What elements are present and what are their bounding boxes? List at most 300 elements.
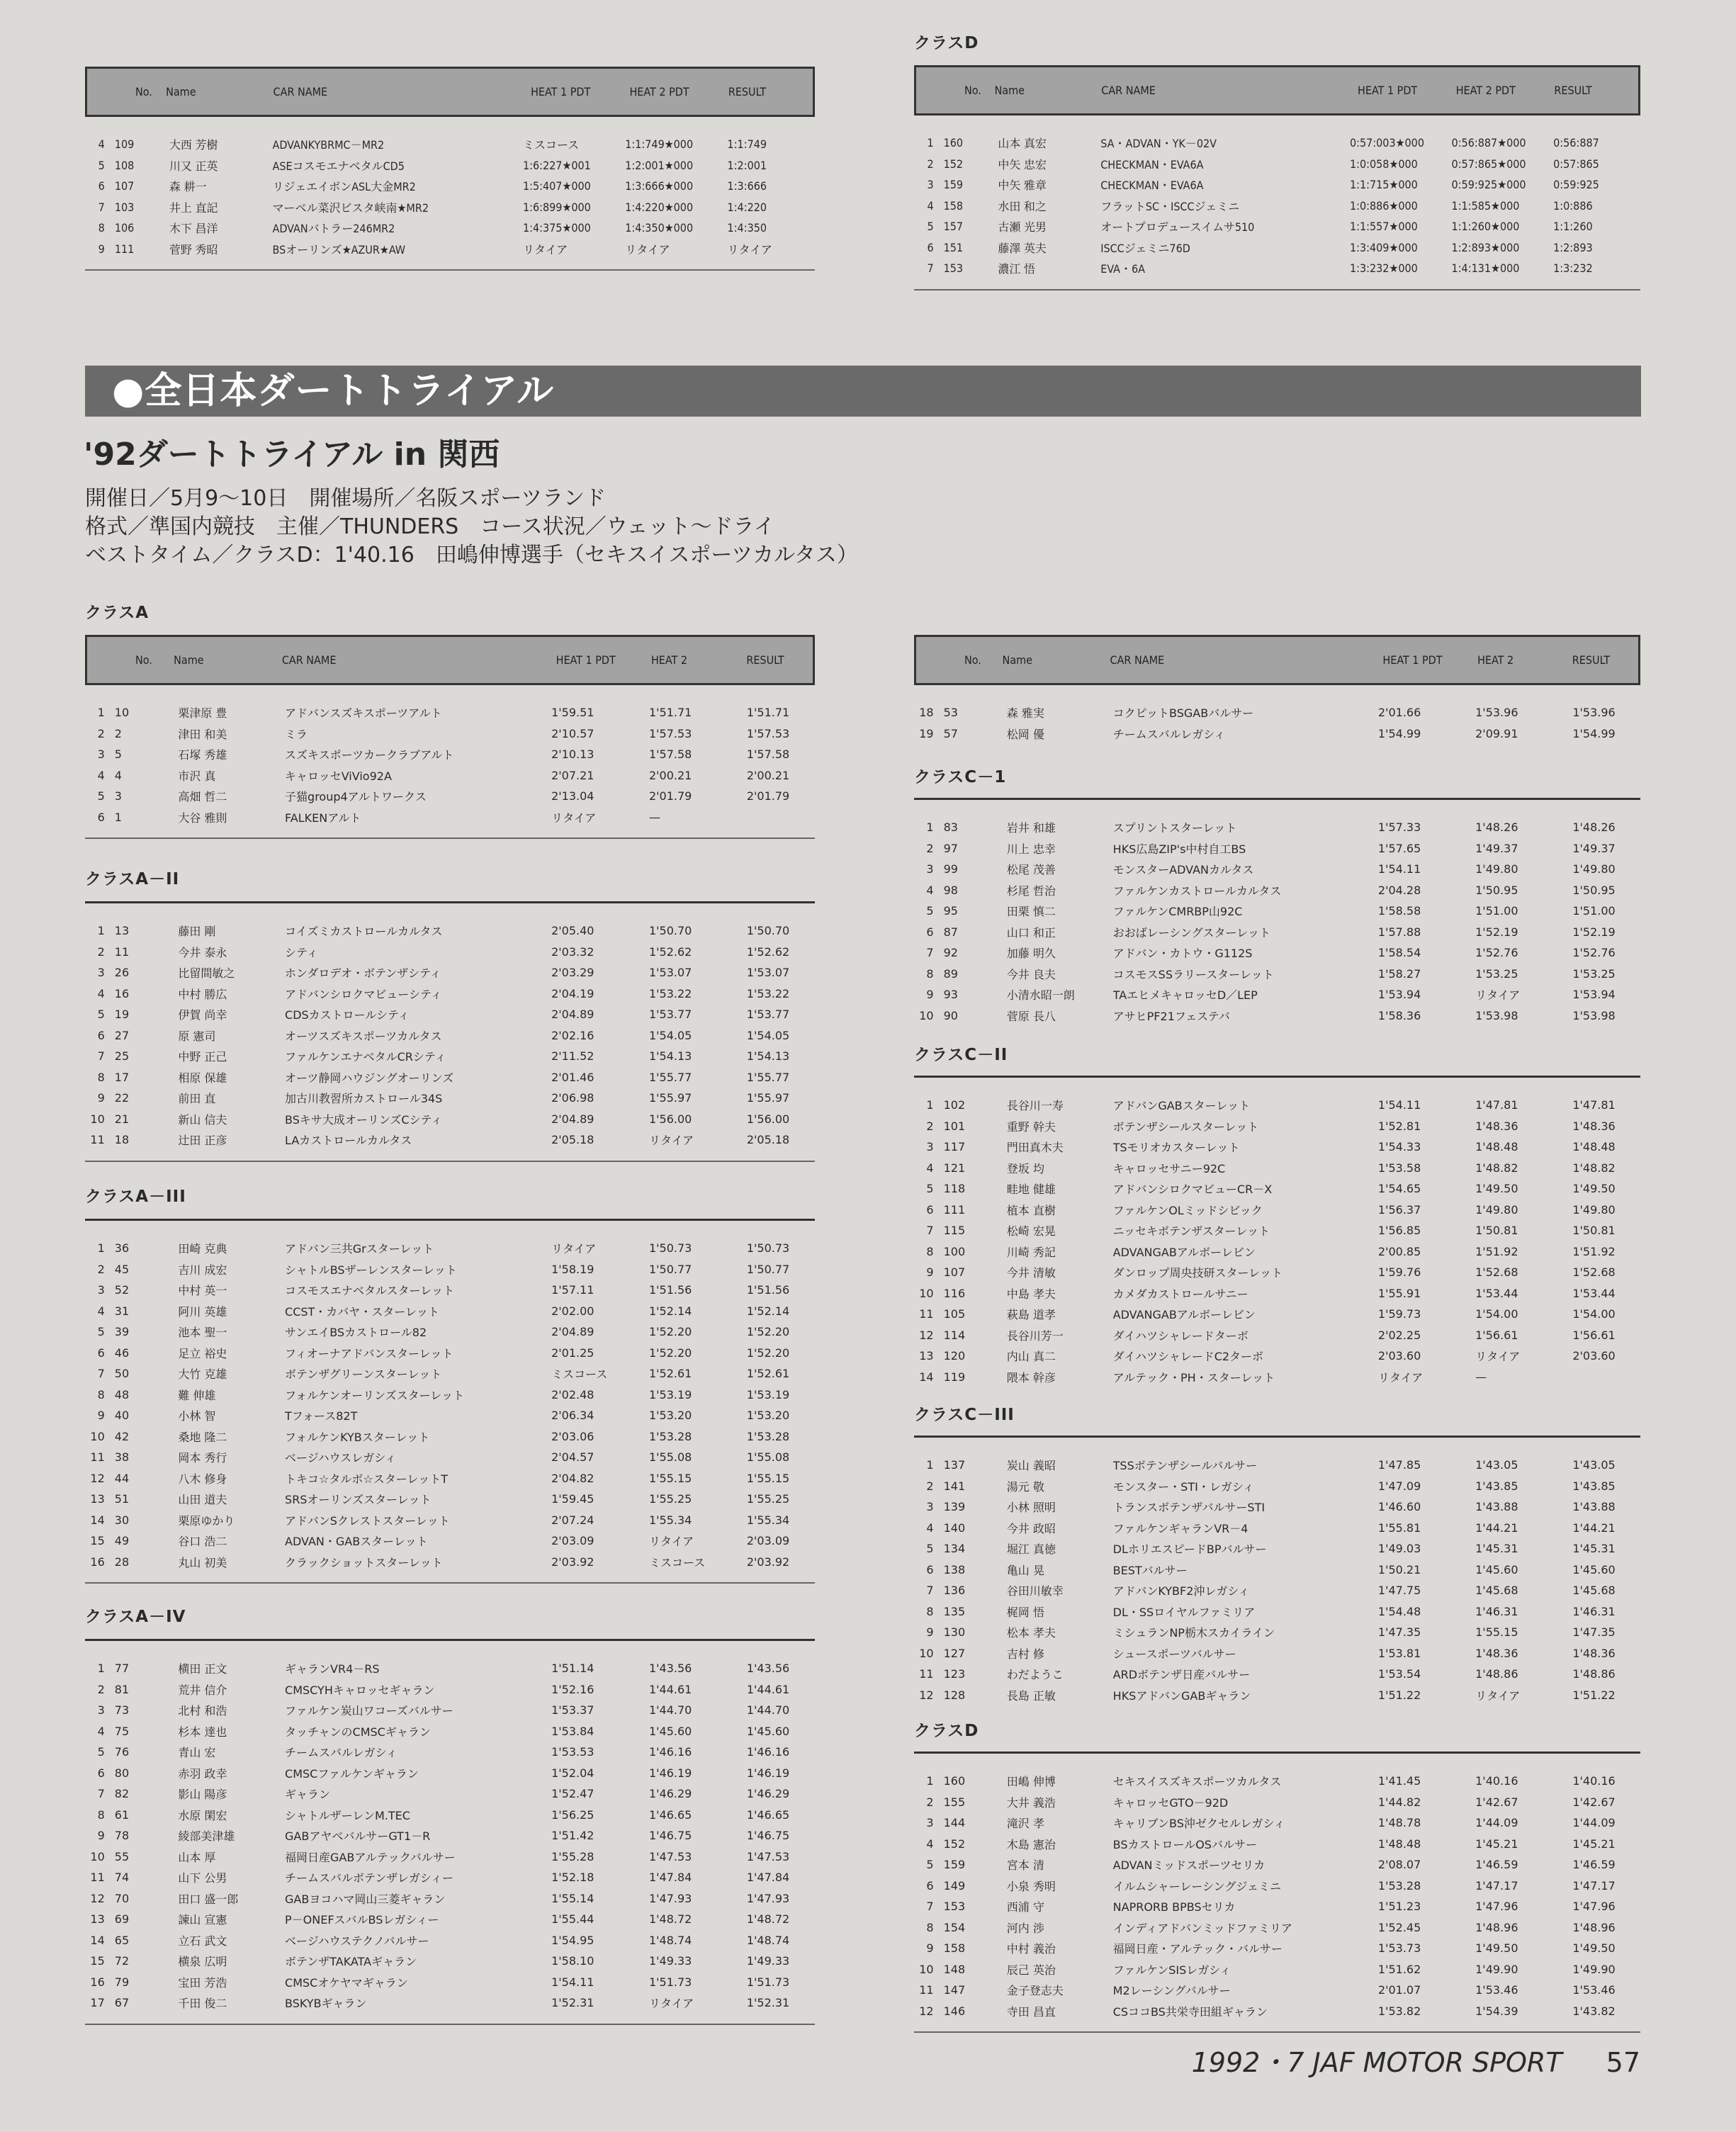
number-cell: 16: [114, 986, 130, 1000]
driver-cell: 重野 幹夫: [1006, 1119, 1056, 1134]
car-cell: GABヨコハマ岡山三菱ギャラン: [285, 1892, 446, 1906]
heat2-cell: リタイア: [1475, 988, 1521, 1003]
section-banner: ●全日本ダートトライアル: [85, 366, 1641, 417]
event-info: [85, 485, 858, 570]
heat2-cell: 1:4:350★000: [625, 221, 694, 235]
result-cell: 1'48.72: [746, 1912, 790, 1927]
number-cell: 159: [943, 1858, 966, 1872]
rank-cell: 15: [90, 1534, 105, 1548]
driver-cell: 市沢 真: [178, 769, 216, 783]
heat1-cell: 1'53.82: [1377, 2004, 1421, 2018]
rank-cell: 1: [97, 1241, 105, 1256]
heat2-cell: 1'45.60: [1475, 1562, 1518, 1577]
table-row: [85, 1426, 815, 1448]
number-cell: 2: [114, 726, 122, 740]
car-cell: ギャラン: [285, 1788, 331, 1802]
heat1-cell: 1'50.21: [1377, 1562, 1421, 1577]
header-cell: HEAT 2 PDT: [629, 85, 689, 98]
heat1-cell: 2'00.85: [1377, 1244, 1421, 1258]
number-cell: 81: [114, 1682, 130, 1696]
car-cell: モンスター・STI・レガシィ: [1112, 1479, 1254, 1494]
result-cell: 1'49.80: [1572, 862, 1616, 876]
table-row: [85, 1763, 815, 1784]
number-cell: 28: [114, 1555, 130, 1569]
table-row: [914, 154, 1640, 175]
header-cell: No.: [135, 85, 152, 98]
results-table: [914, 817, 1640, 1026]
driver-cell: 石塚 秀雄: [178, 748, 227, 762]
driver-cell: 中島 孝夫: [1006, 1287, 1056, 1301]
number-cell: 13: [114, 924, 130, 938]
class-title: クラスC－III: [914, 1406, 1015, 1424]
heat1-cell: 1'53.94: [1377, 988, 1421, 1002]
results-table: [914, 1771, 1640, 2021]
heat2-cell: 1'45.21: [1475, 1837, 1518, 1851]
heat1-cell: 1'55.28: [551, 1849, 594, 1863]
table-row: [914, 216, 1640, 237]
rank-cell: 3: [97, 1703, 105, 1718]
number-cell: 26: [114, 966, 130, 980]
heat2-cell: 1'52.20: [648, 1325, 692, 1339]
driver-cell: 川崎 秀記: [1006, 1245, 1056, 1259]
heat1-cell: 1'41.45: [1377, 1774, 1421, 1788]
car-cell: チームスバルボテンザレガシィー: [285, 1871, 453, 1885]
result-cell: 1'52.19: [1572, 925, 1616, 939]
table-row: [85, 723, 815, 745]
rank-cell: 10: [90, 1429, 105, 1443]
heat1-cell: 1'48.48: [1377, 1837, 1421, 1851]
rank-cell: 5: [926, 904, 934, 918]
results-table: [914, 1095, 1640, 1387]
number-cell: 53: [943, 706, 958, 720]
number-cell: 154: [943, 1920, 966, 1934]
rank-cell: 14: [90, 1933, 105, 1947]
heat2-cell: リタイア: [648, 1134, 694, 1148]
number-cell: 155: [943, 1795, 966, 1809]
car-cell: TAエヒメキャロッセD／LEP: [1112, 988, 1258, 1003]
table-row: [914, 1854, 1640, 1876]
header-cell: HEAT 2 PDT: [1455, 84, 1516, 97]
number-cell: 97: [943, 841, 958, 855]
heat2-cell: 1'46.59: [1475, 1858, 1518, 1872]
car-cell: おおばレーシングスターレット: [1112, 925, 1270, 940]
number-cell: 146: [943, 2004, 966, 2018]
number-cell: 90: [943, 1008, 958, 1022]
heat1-cell: 1'47.35: [1377, 1625, 1421, 1640]
driver-cell: 加藤 明久: [1006, 947, 1056, 961]
table-row: [914, 1283, 1640, 1304]
heat2-cell: 1'54.39: [1475, 2004, 1518, 2018]
rank-cell: 14: [90, 1513, 105, 1527]
heat2-cell: 1'53.46: [1475, 1983, 1518, 1997]
result-cell: 1'51.92: [1572, 1244, 1616, 1258]
result-cell: 1:2:001: [727, 158, 767, 172]
car-cell: モンスターADVANカルタス: [1112, 863, 1254, 877]
heat2-cell: 1:3:666★000: [625, 179, 694, 193]
heat1-cell: 2'13.04: [551, 789, 594, 803]
driver-cell: 山下 公男: [178, 1871, 227, 1885]
car-cell: ベージハウスレガシィ: [285, 1451, 397, 1465]
driver-cell: 横田 正文: [178, 1662, 227, 1676]
driver-cell: 大竹 克雄: [178, 1367, 227, 1382]
car-cell: CDSカストロールシティ: [285, 1008, 410, 1022]
heat2-cell: 1'43.88: [1475, 1500, 1518, 1514]
heat2-cell: 1'49.80: [1475, 1202, 1518, 1217]
result-cell: 1'55.15: [746, 1471, 790, 1485]
result-cell: 1'43.82: [1572, 2004, 1616, 2018]
driver-cell: 伊賀 尚幸: [178, 1008, 227, 1022]
driver-cell: 内山 真二: [1006, 1350, 1056, 1364]
driver-cell: 中村 勝広: [178, 987, 227, 1001]
heat2-cell: 1'46.65: [648, 1807, 692, 1822]
driver-cell: 新山 信夫: [178, 1112, 227, 1127]
car-cell: チームスバルレガシィ: [285, 1746, 398, 1760]
table-row: [914, 1367, 1640, 1388]
heat2-cell: 1'43.05: [1475, 1458, 1518, 1472]
table-row: [85, 239, 815, 260]
rank-cell: 8: [926, 1604, 934, 1618]
driver-cell: 萩島 道孝: [1006, 1308, 1056, 1322]
table-row: [914, 2001, 1640, 2022]
driver-cell: 森 耕一: [169, 180, 207, 194]
class-title: クラスC－II: [914, 1046, 1008, 1064]
heat2-cell: 0:57:865★000: [1451, 157, 1526, 171]
rank-cell: 6: [97, 810, 105, 824]
number-cell: 105: [943, 1307, 966, 1321]
driver-cell: 千田 俊二: [178, 1997, 227, 2011]
class-d-block: [914, 1719, 1640, 2033]
car-cell: BSカストロールOSバルサー: [1112, 1837, 1257, 1851]
car-cell: コクピットBSGABバルサー: [1112, 706, 1254, 721]
heat1-cell: 2'04.89: [551, 1112, 594, 1126]
result-cell: 0:56:887: [1553, 136, 1599, 150]
heat2-cell: 1'48.48: [1475, 1140, 1518, 1154]
driver-cell: 小泉 秀明: [1006, 1879, 1056, 1893]
rank-cell: 12: [90, 1471, 105, 1485]
heat1-cell: 1:6:899★000: [522, 200, 591, 214]
heat1-cell: 1'51.42: [551, 1829, 594, 1843]
result-cell: 1'54.05: [746, 1028, 790, 1042]
rank-cell: 8: [926, 1244, 934, 1258]
heat1-cell: 1'52.04: [551, 1766, 594, 1780]
table-row: [914, 1476, 1640, 1497]
driver-cell: 中矢 雅章: [998, 179, 1047, 193]
car-cell: スズキスポーツカークラブアルト: [285, 748, 454, 762]
heat2-cell: 2'09.91: [1475, 726, 1518, 740]
number-cell: 10: [114, 706, 130, 720]
heat2-cell: 1'48.82: [1475, 1161, 1518, 1175]
rank-cell: 10: [919, 1646, 934, 1660]
results-header: [914, 65, 1640, 115]
heat2-cell: 1'42.67: [1475, 1795, 1518, 1809]
car-cell: オーツスズキスポーツカルタス: [285, 1029, 442, 1043]
rank-cell: 7: [926, 946, 934, 960]
number-cell: 119: [943, 1370, 966, 1384]
header-cell: No.: [964, 84, 981, 97]
heat1-cell: 1:6:227★001: [522, 158, 591, 172]
heat1-cell: 1'52.47: [551, 1787, 594, 1801]
rank-cell: 5: [97, 1745, 105, 1759]
driver-cell: 諫山 宣憲: [178, 1913, 227, 1927]
result-cell: 1'53.25: [1572, 966, 1616, 981]
rank-cell: 4: [97, 768, 105, 782]
rank-cell: 6: [926, 925, 934, 939]
heat2-cell: 1'51.71: [648, 706, 692, 720]
number-cell: 109: [114, 137, 135, 152]
heat2-cell: 1'51.56: [648, 1283, 692, 1297]
rank-cell: 7: [926, 1584, 934, 1598]
results-header: [85, 635, 815, 685]
heat1-cell: 1'54.65: [1377, 1182, 1421, 1196]
heat2-cell: 1'45.31: [1475, 1542, 1518, 1556]
car-cell: ISCCジェミニ76D: [1100, 241, 1190, 255]
table-row: [914, 702, 1640, 723]
car-cell: インディアドバンミッドファミリア: [1112, 1921, 1292, 1935]
class-title: クラスD: [914, 34, 979, 52]
car-cell: ADVAN・GABスターレット: [285, 1535, 428, 1549]
number-cell: 74: [114, 1871, 130, 1885]
heat2-cell: 1'55.08: [648, 1450, 692, 1465]
result-cell: 1'49.50: [1572, 1941, 1616, 1956]
heat1-cell: 1'49.03: [1377, 1542, 1421, 1556]
heat2-cell: 1'49.50: [1475, 1182, 1518, 1196]
table-row: [85, 1846, 815, 1868]
result-cell: [747, 807, 815, 828]
table-row: [85, 1343, 815, 1364]
driver-cell: 長島 正敏: [1006, 1688, 1056, 1703]
table-row: [85, 1238, 815, 1259]
heat1-cell: 1'52.45: [1377, 1920, 1421, 1934]
result-cell: 2'00.21: [746, 768, 790, 782]
number-cell: 106: [114, 221, 135, 235]
driver-cell: 田崎 克典: [178, 1242, 227, 1256]
class-a4-continued-block: [914, 635, 1640, 744]
result-cell: 1:4:220: [727, 200, 767, 214]
result-cell: 1'52.20: [746, 1325, 790, 1339]
page-footer: [1192, 2041, 1640, 2080]
number-cell: 83: [943, 820, 958, 835]
heat1-cell: 1'53.73: [1377, 1941, 1421, 1956]
result-cell: リタイア: [727, 242, 772, 256]
result-cell: 1'47.53: [746, 1849, 790, 1863]
rank-cell: 4: [97, 1724, 105, 1738]
car-cell: ダンロップ周央技研スターレット: [1112, 1266, 1283, 1280]
heat1-cell: 1'55.14: [551, 1891, 594, 1905]
table-row: [914, 1538, 1640, 1559]
heat1-cell: 2'02.25: [1377, 1328, 1421, 1342]
driver-cell: 畦地 健雄: [1006, 1183, 1056, 1197]
heat2-cell: 1'52.61: [648, 1367, 692, 1381]
driver-cell: 栗津原 豊: [178, 706, 227, 721]
result-cell: 2'03.09: [746, 1534, 790, 1548]
car-cell: キャリブンBS沖ゼクセルレガシィ: [1112, 1817, 1285, 1831]
car-cell: 福岡日産・アルテック・バルサー: [1112, 1942, 1283, 1956]
result-cell: 1:4:350: [727, 221, 767, 235]
heat1-cell: 2'07.21: [551, 768, 594, 782]
heat1-cell: 1'47.75: [1377, 1584, 1421, 1598]
driver-cell: 小林 照明: [1006, 1501, 1056, 1515]
result-cell: 1'49.37: [1572, 841, 1616, 855]
table-row: [85, 1679, 815, 1700]
table-row: [85, 1405, 815, 1426]
heat2-cell: 1'53.07: [648, 966, 692, 980]
table-row: [914, 1200, 1640, 1221]
result-cell: 1:2:893: [1553, 240, 1593, 254]
car-cell: セキスイスズキスポーツカルタス: [1112, 1775, 1282, 1789]
info-line: 開催日／5月9～10日 開催場所／名阪スポーツランド: [85, 486, 607, 511]
rank-cell: 2: [97, 726, 105, 740]
driver-cell: 藤田 剛: [178, 925, 216, 939]
result-cell: 1'45.60: [746, 1724, 790, 1738]
rank-cell: 11: [90, 1133, 105, 1147]
rank-cell: 5: [98, 158, 105, 172]
table-row: [85, 1951, 815, 1972]
table-row: [85, 1742, 815, 1763]
car-cell: ADVANGABアルボーレビン: [1112, 1308, 1256, 1322]
number-cell: 139: [943, 1500, 966, 1514]
number-cell: 100: [943, 1244, 966, 1258]
table-row: [914, 1346, 1640, 1367]
car-cell: ADVANKYBRMC－MR2: [272, 138, 385, 152]
table-row: [85, 962, 815, 983]
number-cell: 160: [943, 136, 964, 150]
rank-cell: 2: [926, 1119, 934, 1133]
heat1-cell: 2'05.40: [551, 924, 594, 938]
heat2-cell: 1:1:749★000: [625, 137, 694, 152]
heat2-cell: 1'52.68: [1475, 1265, 1518, 1280]
table-row: [85, 1658, 815, 1679]
heat2-cell: 1'47.93: [648, 1891, 692, 1905]
result-cell: 1'52.68: [1572, 1265, 1616, 1280]
rank-cell: 2: [926, 1479, 934, 1493]
heat2-cell: 1'49.50: [1475, 1941, 1518, 1956]
car-cell: フォルケンオーリンズスターレット: [285, 1388, 465, 1402]
number-cell: 153: [943, 1900, 966, 1914]
rank-cell: 1: [97, 706, 105, 720]
driver-cell: 山口 和正: [1006, 925, 1056, 940]
table-row: [85, 1384, 815, 1406]
heat1-cell: 2'10.57: [551, 726, 594, 740]
results-table: [85, 702, 815, 828]
number-cell: 55: [114, 1849, 130, 1863]
driver-cell: 桑地 隆二: [178, 1430, 227, 1444]
rank-cell: 8: [926, 1920, 934, 1934]
car-cell: アドバンスズキスポーツアルト: [285, 706, 442, 721]
car-cell: BSKYBギャラン: [285, 1997, 367, 2011]
car-cell: アドバンKYBF2沖レガシィ: [1112, 1584, 1250, 1598]
car-cell: TSモリオカスターレット: [1112, 1141, 1240, 1155]
car-cell: LAカストロールカルタス: [285, 1134, 412, 1148]
rank-cell: 8: [97, 1807, 105, 1822]
car-cell: キャロッセGTO－92D: [1112, 1795, 1229, 1810]
heat2-cell: 1'52.14: [648, 1304, 692, 1318]
number-cell: 1: [114, 810, 122, 824]
number-cell: 45: [114, 1262, 130, 1276]
heat1-cell: 1'58.10: [551, 1954, 594, 1968]
heat1-cell: 2'06.34: [551, 1409, 594, 1423]
result-cell: 1'46.29: [746, 1787, 790, 1801]
car-cell: コイズミカストロールカルタス: [285, 925, 443, 939]
heat2-cell: 1:4:220★000: [625, 200, 694, 214]
car-cell: NAPRORB BPBSセリカ: [1112, 1900, 1236, 1914]
number-cell: 158: [943, 1941, 966, 1956]
car-cell: アドバンGABスターレット: [1112, 1099, 1251, 1113]
car-cell: ファルケンカストロールカルタス: [1112, 884, 1282, 898]
driver-cell: 難 伸雄: [178, 1388, 216, 1402]
rank-cell: 10: [919, 1962, 934, 1976]
rank-cell: 4: [97, 986, 105, 1000]
number-cell: 79: [114, 1975, 130, 1989]
table-row: [914, 817, 1640, 838]
number-cell: 19: [114, 1008, 130, 1022]
heat2-cell: 1'46.31: [1475, 1604, 1518, 1618]
table-row: [85, 1301, 815, 1322]
car-cell: CMSCYHキャロッセギャラン: [285, 1683, 435, 1697]
number-cell: 11: [114, 944, 130, 959]
car-cell: 福岡日産GABアルテックバルサー: [285, 1850, 456, 1864]
car-cell: コスモスエナベタルスターレット: [285, 1284, 455, 1298]
table-row: [85, 702, 815, 723]
heat1-cell: 2'02.48: [551, 1387, 594, 1401]
heat2-cell: 1:4:131★000: [1451, 261, 1520, 276]
driver-cell: 池本 聖一: [178, 1326, 227, 1340]
number-cell: 70: [114, 1891, 130, 1905]
driver-cell: 中村 義治: [1006, 1942, 1056, 1956]
car-cell: ファルケンエナベタルCRシティ: [285, 1050, 446, 1064]
driver-cell: 谷口 浩二: [178, 1535, 227, 1549]
car-cell: アドバンSクレストスターレット: [285, 1513, 450, 1528]
rank-cell: 11: [919, 1667, 934, 1681]
table-row: [914, 1938, 1640, 1959]
result-cell: 1:3:232: [1553, 261, 1593, 276]
rank-cell: 8: [97, 1387, 105, 1401]
result-cell: [1572, 1367, 1640, 1388]
result-cell: 1'44.09: [1572, 1816, 1616, 1830]
rank-cell: 13: [90, 1492, 105, 1506]
rank-cell: 2: [97, 1262, 105, 1276]
table-row: [914, 132, 1640, 154]
car-cell: FALKENアルト: [285, 811, 361, 825]
car-cell: GABアヤベバルサーGT1－R: [285, 1829, 431, 1844]
driver-cell: 大谷 雅則: [178, 811, 227, 825]
number-cell: 107: [114, 179, 135, 193]
heat1-cell: 1'55.44: [551, 1912, 594, 1927]
heat1-cell: 2'06.98: [551, 1091, 594, 1105]
header-cell: HEAT 1 PDT: [1358, 84, 1418, 97]
car-cell: P－ONEFスバルBSレガシィー: [285, 1913, 439, 1927]
rank-cell: 4: [926, 1521, 934, 1535]
heat1-cell: 1'56.25: [551, 1807, 594, 1822]
number-cell: 67: [114, 1996, 130, 2010]
heat2-cell: 1'50.81: [1475, 1224, 1518, 1238]
heat1-cell: 2'03.60: [1377, 1349, 1421, 1363]
driver-cell: 小清水昭一朗: [1006, 988, 1075, 1003]
heat1-cell: 1'51.23: [1377, 1900, 1421, 1914]
result-cell: 1'49.50: [1572, 1182, 1616, 1196]
heat1-cell: 2'01.46: [551, 1070, 594, 1084]
heat1-cell: 1'53.37: [551, 1703, 594, 1718]
driver-cell: 山田 道夫: [178, 1493, 227, 1507]
number-cell: 78: [114, 1829, 130, 1843]
result-cell: 1'51.56: [746, 1283, 790, 1297]
rank-cell: 3: [926, 862, 934, 876]
heat2-cell: 1'49.33: [648, 1954, 692, 1968]
driver-cell: 濃江 悟: [998, 262, 1035, 276]
result-cell: 1'46.65: [746, 1807, 790, 1822]
rank-cell: 3: [926, 1140, 934, 1154]
table-row: [914, 1220, 1640, 1241]
heat2-cell: 1'55.97: [648, 1091, 692, 1105]
